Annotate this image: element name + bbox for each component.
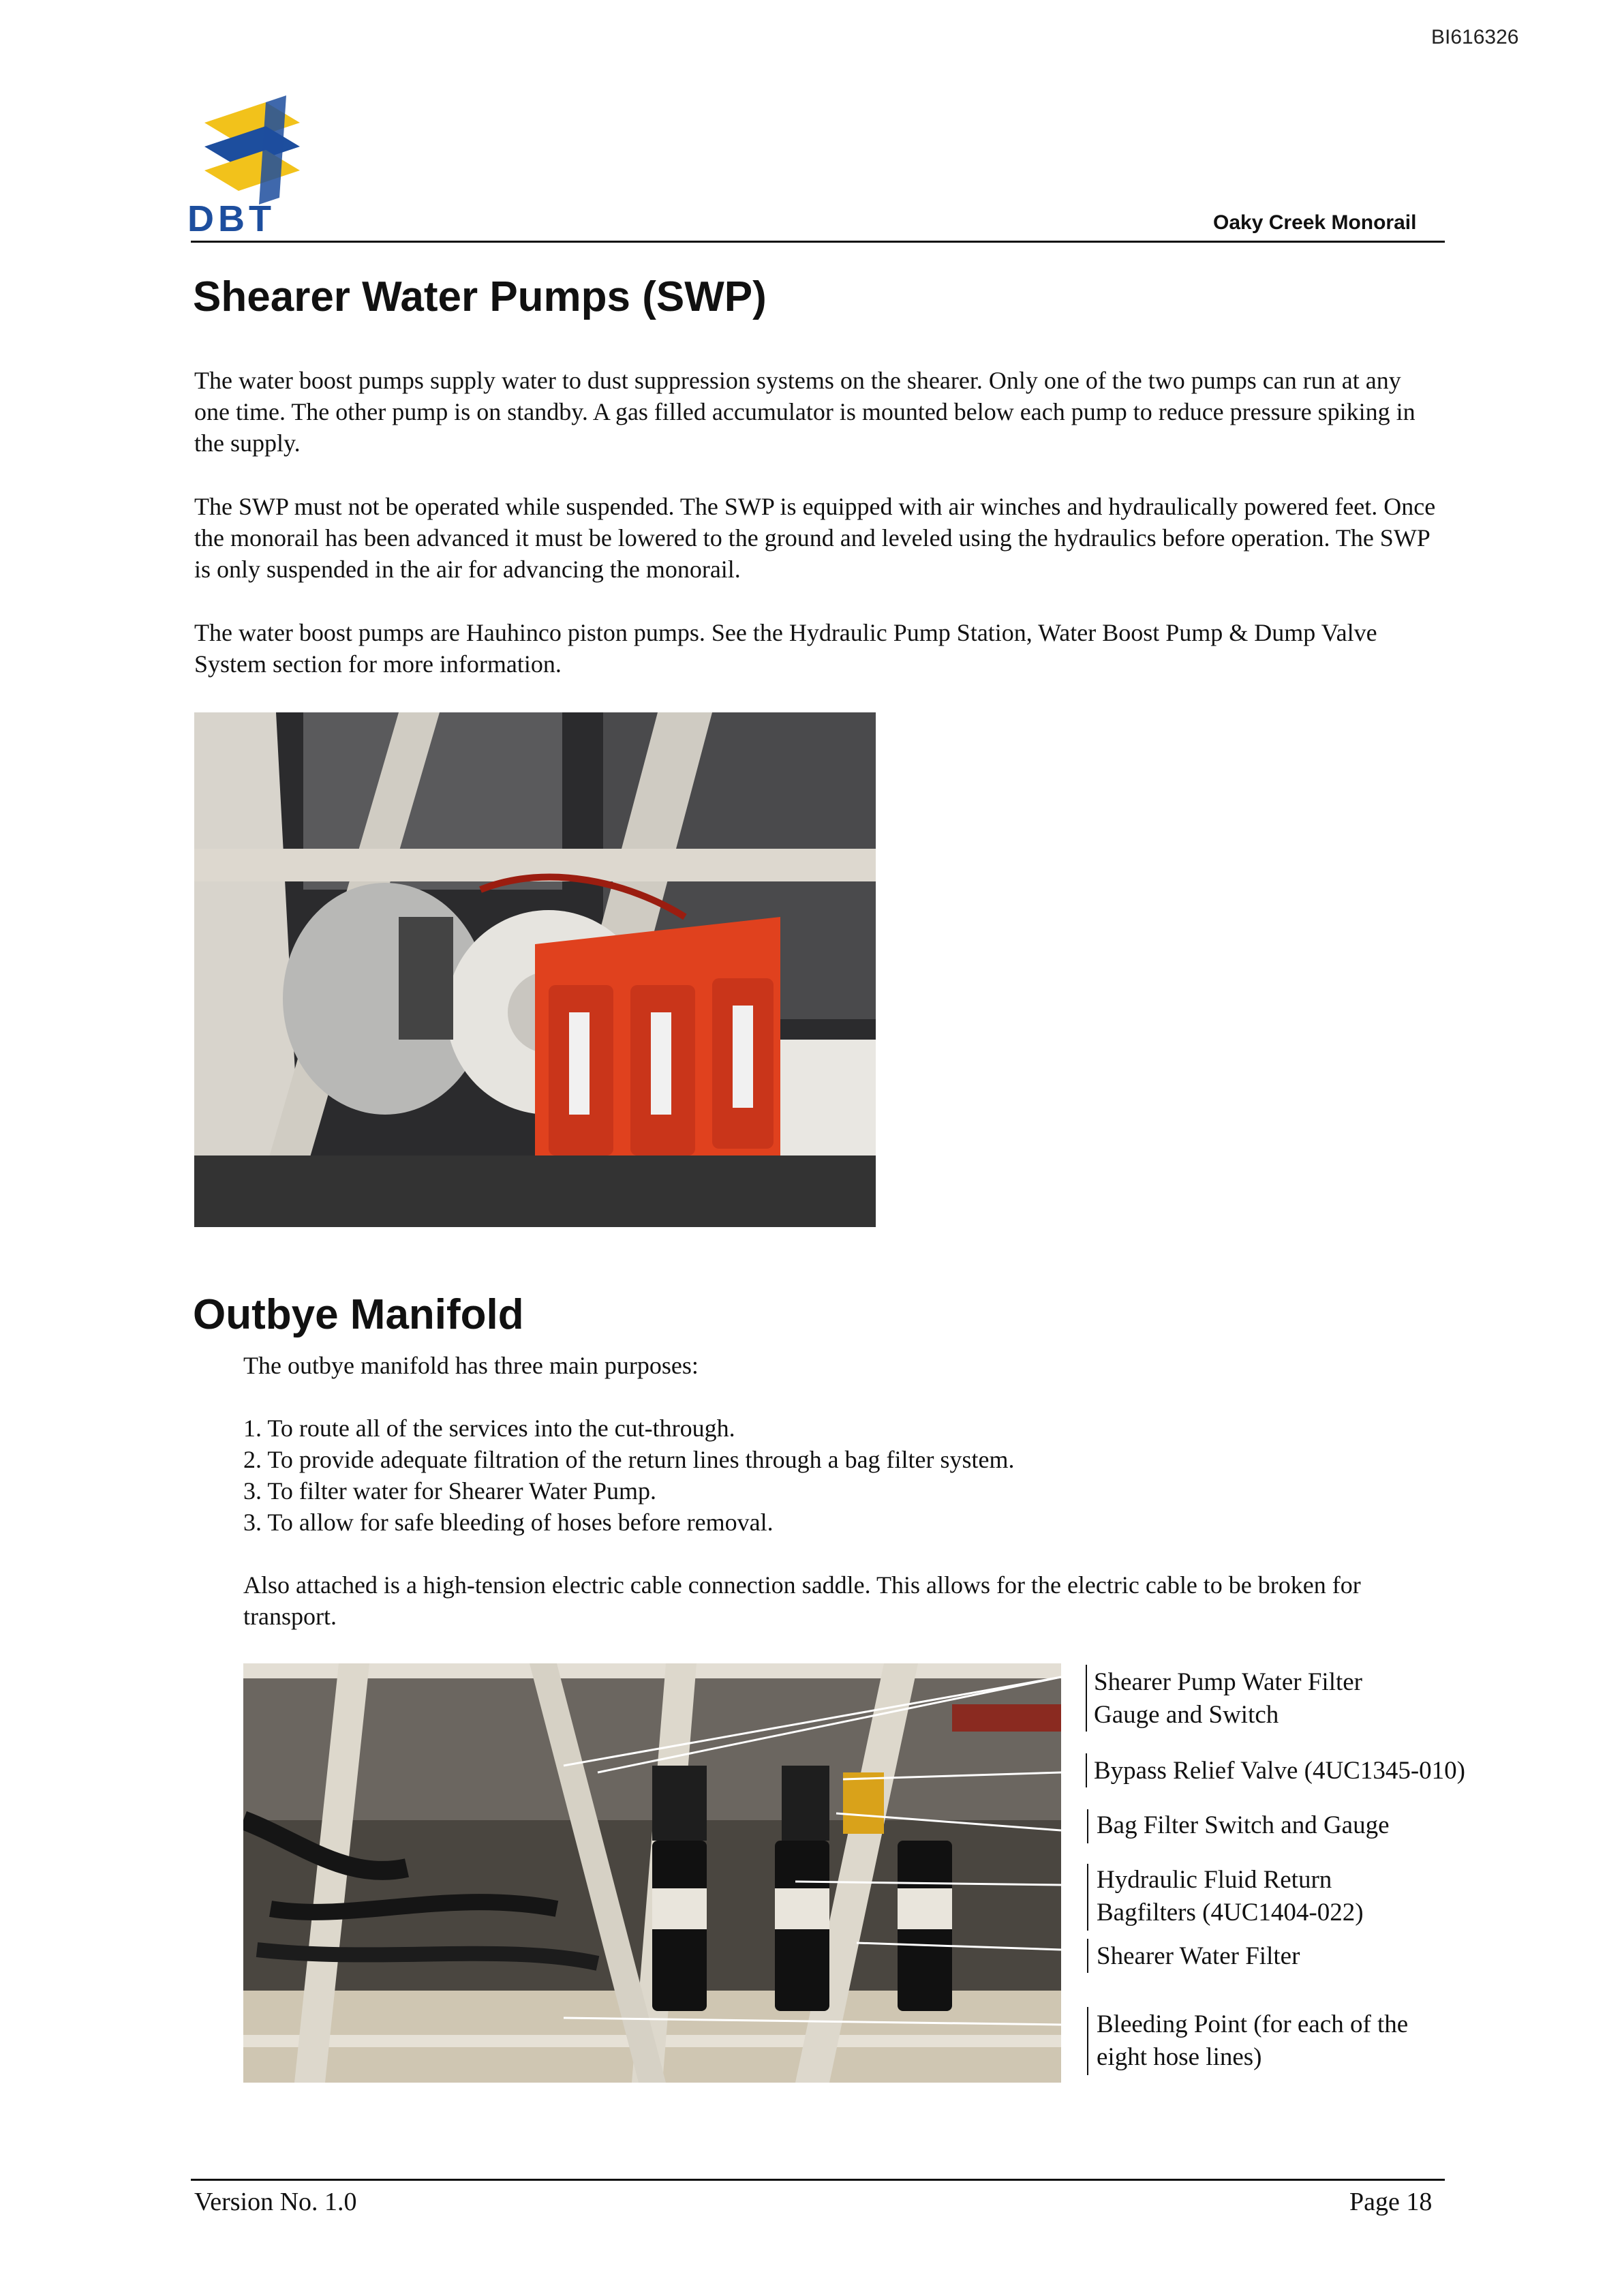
purpose-list-item-2: 2. To provide adequate filtration of the return lines through a bag filter system.	[243, 1446, 1015, 1473]
footer-version: Version No. 1.0	[194, 2188, 357, 2216]
purpose-list-item-4: 3. To allow for safe bleeding of hoses before removal.	[243, 1509, 774, 1536]
swp-paragraph-3: The water boost pumps are Hauhinco piston pumps. See the Hydraulic Pump Station, Water Boost Pump & Dump Valve System section for more information.	[194, 619, 1377, 678]
logo-text: DBT	[187, 198, 275, 239]
purpose-list-item-1: 1. To route all of the services into the cut-through.	[243, 1415, 735, 1442]
footer-rule	[191, 2179, 1445, 2181]
callout-line-1: Bleeding Point (for each of the	[1097, 2010, 1409, 2038]
callout-line-1: Shearer Pump Water Filter	[1094, 1668, 1362, 1696]
document-id: BI616326	[1431, 26, 1519, 48]
callout-bleeding-point	[1097, 2008, 1408, 2074]
callout-bypass-relief-valve: Bypass Relief Valve (4UC1345-010)	[1094, 1757, 1465, 1785]
outbye-manifold-photo	[243, 1663, 1061, 2083]
swp-paragraph-2: The SWP must not be operated while suspended. The SWP is equipped with air winches and hydraulically powered feet. Once the monorail has been advanced it must be lowered to the ground and leveled using the hydraulics before operation. The SWP is only suspended in the air for advancing the monorail.	[194, 493, 1436, 583]
callout-line-2: Bagfilters (4UC1404-022)	[1097, 1899, 1364, 1927]
callout-hydraulic-fluid-return	[1097, 1864, 1364, 1929]
callout-shearer-water-filter: Shearer Water Filter	[1097, 1942, 1300, 1970]
section-heading-swp: Shearer Water Pumps (SWP)	[193, 273, 767, 320]
header-title: Oaky Creek Monorail	[1213, 211, 1417, 234]
purpose-list-item-3: 3. To filter water for Shearer Water Pump.	[243, 1477, 657, 1505]
callout-bracket-3	[1087, 1809, 1088, 1843]
outbye-intro: The outbye manifold has three main purposes:	[243, 1352, 699, 1379]
header-rule	[191, 241, 1445, 243]
callout-line-2: eight hose lines)	[1097, 2043, 1262, 2071]
section-heading-outbye: Outbye Manifold	[193, 1291, 524, 1338]
callout-bracket-5	[1087, 1939, 1088, 1973]
callout-bracket-1	[1086, 1665, 1087, 1732]
callout-bracket-6	[1087, 2007, 1088, 2075]
callout-shearer-pump-water-filter	[1094, 1666, 1362, 1732]
callout-bag-filter-switch: Bag Filter Switch and Gauge	[1097, 1811, 1390, 1839]
outbye-note: Also attached is a high-tension electric cable connection saddle. This allows for the electric cable to be broken for transport.	[243, 1571, 1361, 1630]
callout-bracket-4	[1087, 1864, 1088, 1931]
callout-bracket-2	[1086, 1753, 1087, 1787]
callout-line-1: Hydraulic Fluid Return	[1097, 1866, 1332, 1894]
callout-line-2: Gauge and Switch	[1094, 1701, 1279, 1729]
footer-page-number: Page 18	[1349, 2188, 1433, 2216]
swp-photo	[194, 712, 876, 1227]
swp-paragraph-1: The water boost pumps supply water to dust suppression systems on the shearer. Only one of the two pumps can run at any one time. The other pump is on standby. A gas filled accumulator is mounted below each pump to reduce pressure spiking in the supply.	[194, 367, 1416, 457]
